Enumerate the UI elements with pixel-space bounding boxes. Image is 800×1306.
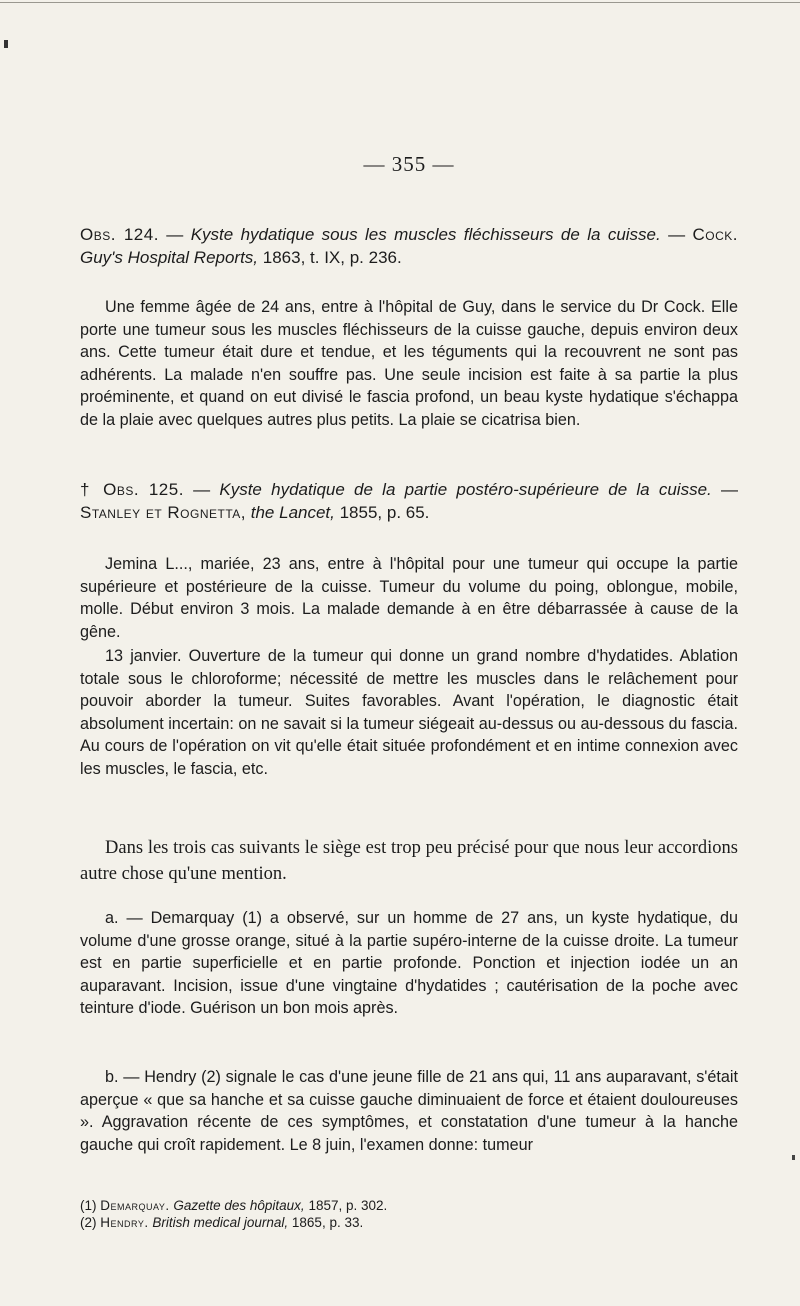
page-number: — 355 — <box>363 152 455 176</box>
obs-125-paragraph-2: 13 janvier. Ouverture de la tumeur qui donne un grand nombre d'hydatides. Ablation totale sous le chloroforme; nécessité de mettre les muscles dans le relâchement pour pouvoir aborder la tumeur. Suites favorables. Avant l'opération, le diagnostic était absolument incertain: on ne savait si la tumeur siégeait au-dessus ou au-dessous du fascia. Au cours de l'opération on vit qu'elle était située profondément et en intime connexion avec les muscles, le fascia, etc. <box>80 647 738 778</box>
dash: — <box>660 225 693 244</box>
footnote-reference: 1857, p. 302. <box>304 1198 388 1213</box>
footnote-author: Demarquay. <box>100 1198 170 1213</box>
obs-125-reference: 1855, p. 65. <box>334 503 430 522</box>
obs-125-source: the Lancet, <box>246 503 335 522</box>
footnote-mark: (1) <box>80 1198 101 1213</box>
dagger-mark: † <box>80 480 104 499</box>
obs-124-heading <box>80 223 738 269</box>
footnote-source: Gazette des hôpitaux, <box>169 1198 305 1213</box>
margin-mark <box>4 40 8 48</box>
intro-paragraph: Dans les trois cas suivants le siège est trop peu précisé pour que nous leur accordions autre chose qu'une mention. <box>80 838 738 884</box>
obs-124-body: Une femme âgée de 24 ans, entre à l'hôpital de Guy, dans le service du Dr Cock. Elle porte une tumeur sous les muscles fléchisseurs de la cuisse gauche, depuis environ deux ans. Cette tumeur était dure et tendue, et les téguments qui la recouvrent ne sont pas adhérents. La malade n'en souffre pas. Une seule incision est faite à sa partie la plus proéminente, et quand on eut divisé le fascia profond, un beau kyste hydatique s'échappa de la plaie avec quelques autres plus petits. La plaie se cicatrisa bien. <box>80 298 738 429</box>
case-b-paragraph: b. — Hendry (2) signale le cas d'une jeune fille de 21 ans qui, 11 ans auparavant, s'était aperçue « que sa hanche et sa cuisse gauche diminuaient de force et étaient douloureuses ». Aggravation récente de ces symptômes, et constatation d'une tumeur à la hanche gauche qui croît rapidement. Le 8 juin, l'examen donne: tumeur <box>80 1068 738 1154</box>
footnote-1 <box>80 1197 738 1214</box>
obs-125-number: Obs. 125. <box>103 480 184 499</box>
footnote-source: British medical journal, <box>148 1215 289 1230</box>
footnote-reference: 1865, p. 33. <box>288 1215 364 1230</box>
dash: — <box>183 480 220 499</box>
margin-mark <box>792 1155 795 1160</box>
dash: — <box>158 225 191 244</box>
dash: — <box>711 480 738 499</box>
case-a-paragraph: a. — Demarquay (1) a observé, sur un homme de 27 ans, un kyste hydatique, du volume d'une grosse orange, situé à la partie supéro-interne de la cuisse droite. La tumeur est en partie superficielle et en partie profonde. Ponction et injection iodée un an auparavant. Incision, issue d'une vingtaine d'hydatides ; cautérisation de la poche avec teinture d'iode. Guérison un bon mois après. <box>80 909 738 1018</box>
obs-124-title: Kyste hydatique sous les muscles fléchisseurs de la cuisse. <box>190 225 661 244</box>
top-edge-line <box>0 2 800 3</box>
obs-125-title: Kyste hydatique de la partie postéro-supérieure de la cuisse. <box>219 480 712 499</box>
obs-125-authors: Stanley et Rognetta, <box>80 503 247 522</box>
footnote-mark: (2) <box>80 1215 101 1230</box>
obs-125-paragraph-1: Jemina L..., mariée, 23 ans, entre à l'hôpital pour une tumeur qui occupe la partie supérieure et postérieure de la cuisse. Tumeur du volume du poing, oblongue, mobile, molle. Début environ 3 mois. La malade demande à en être débarrassée à cause de la gêne. <box>80 555 738 641</box>
obs-124-number: Obs. 124. <box>80 225 159 244</box>
obs-124-author: Cock. <box>692 225 739 244</box>
obs-125-heading <box>80 478 738 524</box>
footnote-2 <box>80 1214 738 1231</box>
obs-124-source: Guy's Hospital Reports, <box>80 248 259 267</box>
footnote-author: Hendry. <box>100 1215 149 1230</box>
obs-124-reference: 1863, t. IX, p. 236. <box>258 248 402 267</box>
